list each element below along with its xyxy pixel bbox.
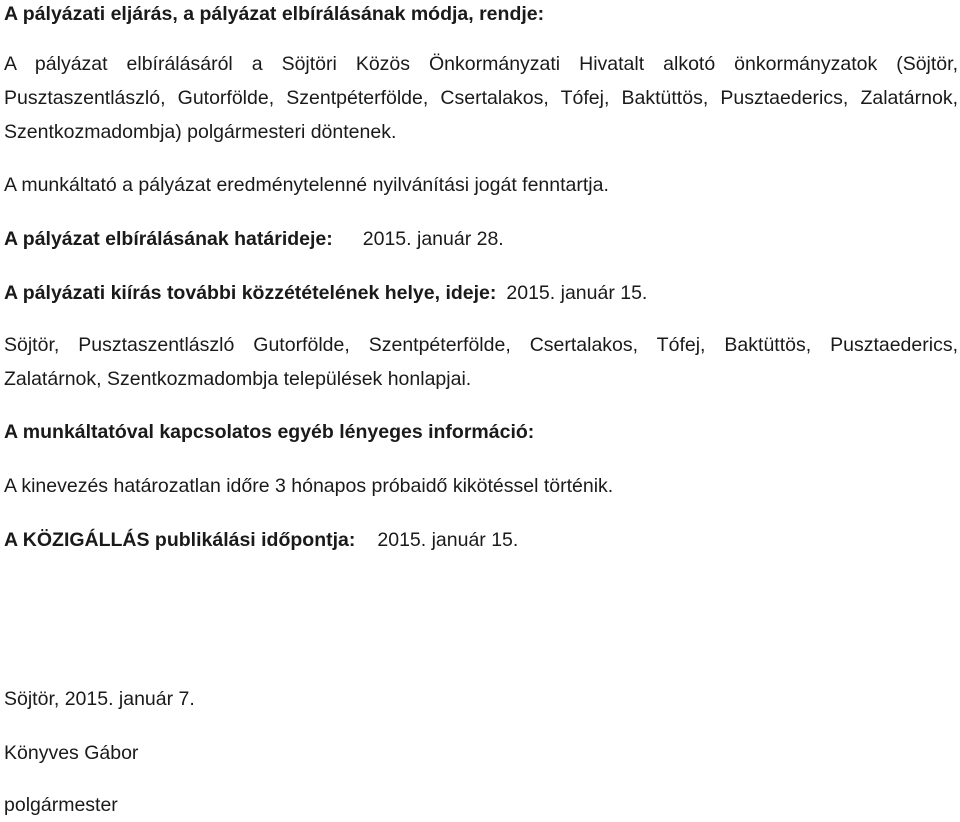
- deadline-row: [4, 227, 504, 251]
- signature-name: Könyves Gábor: [4, 742, 139, 764]
- kozigallas-value: 2015. január 15.: [377, 529, 519, 551]
- publication-row: [4, 281, 647, 305]
- kozigallas-label: A KÖZIGÁLLÁS publikálási időpontja:: [4, 529, 356, 551]
- publication-value: 2015. január 15.: [506, 282, 648, 304]
- decision-paragraph: A pályázat elbírálásáról a Söjtöri Közös Önkormányzati Hivatalt alkotó önkormányzatok (Söjtör, Pusztaszentlászló, Gutorfölde, Szentpéterfölde, Csertalakos, Tófej, Baktüttös, Pusztaederics, Zalatárnok, Szentkozmadombja) polgármesteri döntenek.: [4, 53, 958, 143]
- other-info-heading: A munkáltatóval kapcsolatos egyéb lényeges információ:: [4, 421, 535, 443]
- appointment-paragraph: A kinevezés határozatlan időre 3 hónapos próbaidő kikötéssel történik.: [4, 475, 614, 497]
- settlements-paragraph: Söjtör, Pusztaszentlászló Gutorfölde, Szentpéterfölde, Csertalakos, Tófej, Baktüttös, Pusztaederics, Zalatárnok, Szentkozmadombja települések honlapjai.: [4, 334, 958, 390]
- kozigallas-row: [4, 528, 518, 552]
- reservation-paragraph: A munkáltató a pályázat eredménytelenné nyilvánítási jogát fenntartja.: [4, 174, 609, 196]
- deadline-label: A pályázat elbírálásának határideje:: [4, 228, 333, 250]
- signature-title: polgármester: [4, 794, 118, 816]
- procedure-heading: A pályázati eljárás, a pályázat elbírálásának módja, rendje:: [4, 3, 545, 25]
- signature-place-date: Söjtör, 2015. január 7.: [4, 688, 195, 710]
- publication-label: A pályázati kiírás további közzétételének helye, ideje:: [4, 282, 497, 304]
- deadline-value: 2015. január 28.: [362, 228, 504, 250]
